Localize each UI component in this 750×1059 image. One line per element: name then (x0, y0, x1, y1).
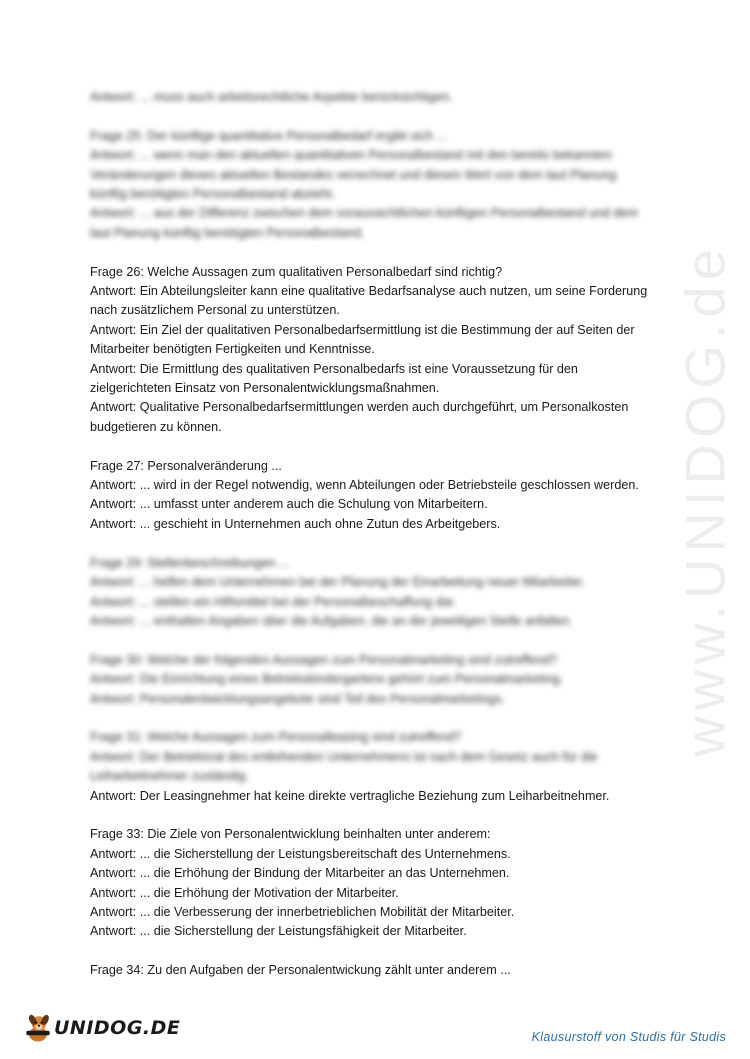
answer-line: Veränderungen dieses aktuellen Bestandes verrechnet und diesen Wert von dem laut Planung (90, 167, 617, 182)
watermark: www.UNIDOG.de (673, 243, 737, 757)
answer-line: Antwort: ... umfasst unter anderem auch die Schulung von Mitarbeitern. (90, 497, 488, 512)
question-block (90, 961, 660, 980)
question-line: Frage 34: Zu den Aufgaben der Personalentwickung zählt unter anderem ... (90, 963, 511, 978)
answer-line: Antwort: ... aus der Differenz zwischen dem voraussichtlichen künftigen Personalbestand und dem (90, 206, 638, 221)
answer-line: Antwort: ... geschieht in Unternehmen auch ohne Zutun des Arbeitgebers. (90, 516, 501, 531)
document-body (90, 88, 660, 1000)
answer-line: nach zusätzlichem Personal zu unterstützen. (90, 303, 340, 318)
answer-line: Antwort: ... helfen dem Unternehmen bei der Planung der Einarbeitung neuer Mitarbeiter. (90, 575, 585, 590)
question-line: Frage 25: Der künftige quantitative Personalbedarf ergibt sich ... (90, 128, 448, 143)
answer-line: Mitarbeiter benötigten Fertigkeiten und Kenntnisse. (90, 342, 375, 357)
question-line: Frage 30: Welche der folgenden Aussagen zum Personalmarketing sind zutreffend? (90, 652, 558, 667)
answer-line: Antwort: ... die Erhöhung der Bindung der Mitarbeiter an das Unternehmen. (90, 866, 510, 881)
answer-line: Antwort: ... wird in der Regel notwendig, wenn Abteilungen oder Betriebsteile geschlossen werden. (90, 478, 639, 493)
question-block (90, 457, 660, 535)
question-block (90, 825, 660, 941)
answer-line: Antwort: Ein Abteilungsleiter kann eine qualitative Bedarfsanalyse auch nutzen, um seine Forderung (90, 284, 648, 299)
footer-logo (20, 1010, 180, 1046)
answer-line: Antwort: Personalentwicklungsangebote sind Teil des Personalmarketings. (90, 691, 505, 706)
question-line: Frage 27: Personalveränderung ... (90, 458, 282, 473)
question-block (90, 728, 660, 806)
answer-line: laut Planung künftig benötigten Personalbestand. (90, 225, 365, 240)
question-block (90, 88, 660, 107)
answer-line: Antwort: ... die Sicherstellung der Leistungsfähigkeit der Mitarbeiter. (90, 924, 467, 939)
question-block (90, 263, 660, 438)
answer-line: künftig benötigten Personalbestand abzieht. (90, 187, 336, 202)
dog-mascot-icon (20, 1010, 56, 1046)
answer-line: Antwort: ... muss auch arbeitsrechtliche Aspekte berücksichtigen. (90, 90, 453, 104)
answer-line: Antwort: ... die Verbesserung der innerbetrieblichen Mobilität der Mitarbeiter. (90, 904, 515, 919)
answer-line: zielgerichteten Einsatz von Personalentwicklungsmaßnahmen. (90, 381, 440, 396)
answer-line: Antwort: Die Ermittlung des qualitativen Personalbedarfs ist eine Voraussetzung für den (90, 361, 578, 376)
question-block (90, 127, 660, 243)
logo-text: UNIDOG.DE (54, 1017, 181, 1039)
answer-line: Antwort: ... die Sicherstellung der Leistungsbereitschaft des Unternehmens. (90, 846, 511, 861)
answer-line: Antwort: ... enthalten Angaben über die Aufgaben, die an der jeweiligen Stelle anfallen. (90, 613, 573, 628)
question-line: Frage 31: Welche Aussagen zum Personalleasing sind zutreffend? (90, 730, 462, 745)
answer-line: Antwort: ... die Erhöhung der Motivation der Mitarbeiter. (90, 885, 399, 900)
answer-line: Antwort: Der Leasingnehmer hat keine direkte vertragliche Beziehung zum Leiharbeitnehmer. (90, 788, 610, 803)
question-line: Frage 33: Die Ziele von Personalentwicklung beinhalten unter anderem: (90, 827, 491, 842)
answer-line: Antwort: Ein Ziel der qualitativen Personalbedarfsermittlung ist die Bestimmung der auf Seiten der (90, 322, 635, 337)
footer-tagline: Klausurstoff von Studis für Studis (531, 1030, 726, 1044)
question-block (90, 651, 660, 709)
question-block (90, 554, 660, 632)
answer-line: Leiharbeitnehmer zuständig. (90, 769, 249, 784)
question-line: Frage 29: Stellenbeschreibungen ... (90, 555, 290, 570)
answer-line: Antwort: ... wenn man den aktuellen quantitativen Personalbestand mit den bereits bekannten (90, 148, 612, 163)
answer-line: budgetieren zu können. (90, 419, 222, 434)
answer-line: Antwort: Der Betriebsrat des entleihenden Unternehmens ist nach dem Gesetz auch für die (90, 749, 598, 764)
question-line: Frage 26: Welche Aussagen zum qualitativen Personalbedarf sind richtig? (90, 264, 503, 279)
answer-line: Antwort: Die Einrichtung eines Betriebskindergartens gehört zum Personalmarketing. (90, 672, 564, 687)
answer-line: Antwort: ... stellen ein Hilfsmittel bei der Personalbeschaffung dar. (90, 594, 457, 609)
answer-line: Antwort: Qualitative Personalbedarfsermittlungen werden auch durchgeführt, um Personalkosten (90, 400, 629, 415)
